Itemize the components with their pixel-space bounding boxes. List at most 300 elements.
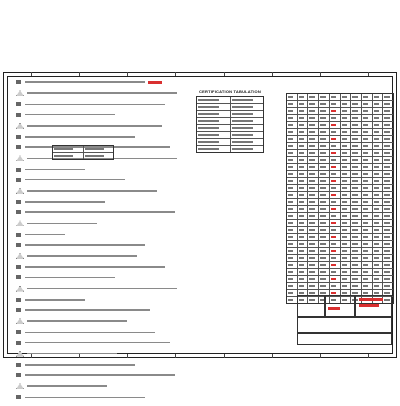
- cell-text-line: [352, 201, 357, 202]
- table-cell: [297, 220, 308, 226]
- table-cell: [318, 129, 329, 135]
- table-cell: [297, 192, 308, 198]
- cell-text-line: [384, 166, 389, 167]
- note-text-line: [25, 299, 85, 301]
- zone-tick: [175, 72, 176, 76]
- cell-text-line: [374, 96, 379, 97]
- table-cell: [307, 248, 318, 254]
- zone-tick: [368, 72, 369, 76]
- table-cell: [329, 269, 340, 275]
- cell-text-line: [299, 201, 304, 202]
- cell-text-line: [309, 131, 314, 132]
- cell-text-line: [331, 152, 336, 153]
- cell-text-line: [363, 292, 368, 293]
- cell-text-line: [331, 117, 336, 118]
- table-cell: [372, 178, 383, 184]
- note-line: [16, 168, 186, 172]
- red-stamp-lower: [359, 304, 379, 307]
- cell-text-line: [309, 278, 314, 279]
- cell-text-line: [299, 215, 304, 216]
- cell-text-line: [374, 201, 379, 202]
- note-text-line: [27, 288, 177, 290]
- table-cell: [329, 248, 340, 254]
- table-row: [197, 138, 263, 145]
- cell-text-line: [363, 229, 368, 230]
- table-cell: [318, 234, 329, 240]
- note-line: [16, 220, 186, 226]
- table-row: [287, 121, 393, 128]
- table-cell: [350, 122, 361, 128]
- cell-text-line: [384, 229, 389, 230]
- revision-triangle-icon: [16, 351, 24, 357]
- cell-text-line: [299, 243, 304, 244]
- cell-text-line: [331, 257, 336, 258]
- cell-text-line: [299, 250, 304, 251]
- table-cell: [329, 157, 340, 163]
- note-number: [16, 298, 21, 302]
- note-line: [16, 363, 186, 367]
- table-cell: [361, 227, 372, 233]
- cell-text-line: [342, 257, 347, 258]
- cell-text-line: [299, 236, 304, 237]
- cell-text-line: [309, 138, 314, 139]
- cell-text-line: [309, 292, 314, 293]
- cell-text-line: [342, 159, 347, 160]
- table-cell: [329, 199, 340, 205]
- table-cell: [287, 185, 297, 191]
- note-line: [16, 373, 186, 377]
- table-cell: [340, 150, 351, 156]
- cell-text-line: [288, 278, 293, 279]
- cell-text-line: [384, 243, 389, 244]
- table-cell: [307, 157, 318, 163]
- table-row: [53, 152, 113, 159]
- cell-text-line: [342, 145, 347, 146]
- table-cell: [361, 94, 372, 100]
- cell-text-line: [299, 110, 304, 111]
- cell-text-line: [309, 264, 314, 265]
- cell-text-line: [232, 148, 253, 149]
- table-cell: [382, 185, 393, 191]
- cell-text-line: [320, 110, 325, 111]
- cell-text-line: [320, 243, 325, 244]
- table-cell: [340, 192, 351, 198]
- table-cell: [287, 248, 297, 254]
- table-cell: [230, 118, 264, 124]
- table-cell: [318, 283, 329, 289]
- note-text-line: [25, 342, 170, 344]
- cell-text-line: [309, 96, 314, 97]
- table-cell: [329, 150, 340, 156]
- table-cell: [307, 199, 318, 205]
- cell-text-line: [374, 208, 379, 209]
- note-number: [16, 113, 21, 117]
- cell-text-line: [374, 131, 379, 132]
- cell-text-line: [288, 229, 293, 230]
- table-cell: [318, 101, 329, 107]
- note-line: [16, 178, 186, 182]
- table-cell: [361, 143, 372, 149]
- table-cell: [53, 153, 83, 159]
- table-cell: [382, 220, 393, 226]
- table-cell: [307, 241, 318, 247]
- table-cell: [318, 150, 329, 156]
- cell-text-line: [309, 159, 314, 160]
- cell-text-line: [374, 229, 379, 230]
- cell-text-line: [331, 145, 336, 146]
- note-text-line: [25, 211, 175, 213]
- table-row: [287, 170, 393, 177]
- note-number: [16, 395, 21, 399]
- cell-text-line: [384, 173, 389, 174]
- table-cell: [350, 94, 361, 100]
- table-cell: [382, 143, 393, 149]
- table-cell: [382, 115, 393, 121]
- table-cell: [297, 171, 308, 177]
- table-cell: [307, 185, 318, 191]
- certification-title: CERTIFICATION TABULATION: [199, 89, 261, 94]
- title-block-approvals: [325, 295, 355, 317]
- table-cell: [372, 227, 383, 233]
- table-row: [287, 191, 393, 198]
- table-cell: [287, 101, 297, 107]
- note-number: [16, 135, 21, 139]
- table-cell: [287, 171, 297, 177]
- note-text-line: [25, 266, 165, 268]
- table-cell: [382, 276, 393, 282]
- cell-text-line: [288, 292, 293, 293]
- cell-text-line: [288, 145, 293, 146]
- zone-tick: [320, 72, 321, 76]
- cell-text-line: [342, 173, 347, 174]
- table-cell: [329, 143, 340, 149]
- table-cell: [340, 269, 351, 275]
- cell-text-line: [309, 201, 314, 202]
- cell-text-line: [331, 131, 336, 132]
- table-cell: [361, 178, 372, 184]
- table-cell: [382, 213, 393, 219]
- table-cell: [230, 139, 264, 145]
- cell-text-line: [232, 127, 253, 128]
- cell-text-line: [374, 271, 379, 272]
- cell-text-line: [299, 166, 304, 167]
- table-cell: [350, 101, 361, 107]
- table-cell: [307, 94, 318, 100]
- cell-text-line: [342, 187, 347, 188]
- cell-text-line: [309, 152, 314, 153]
- cell-text-line: [352, 173, 357, 174]
- table-cell: [318, 164, 329, 170]
- table-cell: [372, 199, 383, 205]
- cell-text-line: [320, 236, 325, 237]
- table-row: [53, 146, 113, 152]
- table-cell: [307, 192, 318, 198]
- note-line: [16, 233, 186, 237]
- table-cell: [350, 171, 361, 177]
- table-cell: [382, 108, 393, 114]
- cell-text-line: [374, 257, 379, 258]
- cell-text-line: [384, 215, 389, 216]
- cell-text-line: [309, 166, 314, 167]
- table-cell: [297, 94, 308, 100]
- certification-tabulation: [196, 89, 264, 153]
- cell-text-line: [352, 250, 357, 251]
- cell-text-line: [288, 257, 293, 258]
- table-cell: [350, 143, 361, 149]
- note-number: [16, 168, 21, 172]
- cell-text-line: [309, 103, 314, 104]
- cell-text-line: [363, 194, 368, 195]
- cell-text-line: [288, 264, 293, 265]
- cell-text-line: [309, 187, 314, 188]
- table-cell: [318, 178, 329, 184]
- table-cell: [372, 283, 383, 289]
- cell-text-line: [374, 138, 379, 139]
- table-cell: [361, 213, 372, 219]
- table-cell: [372, 185, 383, 191]
- cell-text-line: [342, 166, 347, 167]
- table-cell: [350, 283, 361, 289]
- cell-text-line: [320, 215, 325, 216]
- table-cell: [297, 262, 308, 268]
- cell-text-line: [198, 148, 219, 149]
- cell-text-line: [331, 159, 336, 160]
- note-number: [16, 80, 21, 84]
- cell-text-line: [299, 180, 304, 181]
- note-text-line: [27, 92, 177, 94]
- table-row: [287, 240, 393, 247]
- cell-text-line: [288, 96, 293, 97]
- table-cell: [287, 220, 297, 226]
- table-cell: [340, 213, 351, 219]
- cell-text-line: [288, 243, 293, 244]
- note-text-line: [25, 309, 150, 311]
- cell-text-line: [309, 229, 314, 230]
- cell-text-line: [320, 194, 325, 195]
- table-cell: [318, 213, 329, 219]
- table-cell: [307, 269, 318, 275]
- title-block-number: [297, 333, 392, 345]
- table-cell: [307, 227, 318, 233]
- note-text-line: [25, 277, 115, 279]
- cell-text-line: [331, 229, 336, 230]
- cell-text-line: [342, 131, 347, 132]
- cell-text-line: [320, 180, 325, 181]
- cell-text-line: [352, 103, 357, 104]
- table-cell: [230, 104, 264, 110]
- table-cell: [287, 150, 297, 156]
- table-cell: [318, 94, 329, 100]
- table-cell: [329, 122, 340, 128]
- cell-text-line: [374, 180, 379, 181]
- table-cell: [287, 115, 297, 121]
- cell-text-line: [352, 96, 357, 97]
- table-cell: [340, 171, 351, 177]
- cell-text-line: [288, 285, 293, 286]
- cell-text-line: [299, 222, 304, 223]
- table-cell: [287, 213, 297, 219]
- note-text-line: [25, 81, 145, 83]
- note-line: [16, 275, 186, 279]
- table-row: [287, 184, 393, 191]
- table-row: [287, 156, 393, 163]
- table-cell: [318, 255, 329, 261]
- red-stamp-side: [328, 307, 340, 310]
- cell-text-line: [374, 159, 379, 160]
- zone-tick: [224, 72, 225, 76]
- cell-text-line: [320, 152, 325, 153]
- table-row: [287, 135, 393, 142]
- cell-text-line: [374, 117, 379, 118]
- note-text-line: [27, 223, 97, 225]
- table-cell: [372, 143, 383, 149]
- table-cell: [350, 276, 361, 282]
- cell-text-line: [320, 222, 325, 223]
- table-cell: [287, 178, 297, 184]
- table-cell: [297, 241, 308, 247]
- table-cell: [83, 146, 114, 152]
- cell-text-line: [384, 159, 389, 160]
- table-cell: [197, 139, 230, 145]
- cell-text-line: [331, 138, 336, 139]
- cell-text-line: [342, 103, 347, 104]
- cell-text-line: [374, 145, 379, 146]
- table-cell: [329, 185, 340, 191]
- table-row: [287, 142, 393, 149]
- table-cell: [350, 164, 361, 170]
- note-number: [16, 265, 21, 269]
- cell-text-line: [363, 131, 368, 132]
- note-line: [16, 90, 186, 96]
- table-cell: [382, 283, 393, 289]
- cell-text-line: [299, 124, 304, 125]
- note-number: [16, 275, 21, 279]
- table-cell: [350, 241, 361, 247]
- table-cell: [318, 227, 329, 233]
- cell-text-line: [320, 285, 325, 286]
- table-cell: [297, 122, 308, 128]
- cell-text-line: [309, 271, 314, 272]
- cell-text-line: [288, 194, 293, 195]
- cell-text-line: [352, 187, 357, 188]
- note-line: [16, 102, 186, 106]
- revision-triangle-icon: [16, 318, 24, 324]
- table-row: [287, 198, 393, 205]
- table-cell: [287, 290, 297, 296]
- table-cell: [382, 122, 393, 128]
- table-cell: [307, 262, 318, 268]
- cell-text-line: [352, 229, 357, 230]
- table-cell: [197, 97, 230, 103]
- note-line: [16, 135, 186, 139]
- cell-text-line: [299, 194, 304, 195]
- table-row: [287, 114, 393, 121]
- table-cell: [340, 136, 351, 142]
- cell-text-line: [374, 278, 379, 279]
- note-line: [16, 253, 186, 259]
- table-cell: [197, 104, 230, 110]
- cell-text-line: [363, 180, 368, 181]
- table-row: [287, 233, 393, 240]
- cell-text-line: [320, 159, 325, 160]
- cell-text-line: [384, 145, 389, 146]
- table-cell: [340, 255, 351, 261]
- table-cell: [340, 206, 351, 212]
- table-cell: [307, 164, 318, 170]
- table-cell: [329, 206, 340, 212]
- cell-text-line: [352, 264, 357, 265]
- table-cell: [340, 94, 351, 100]
- zone-tick: [368, 354, 369, 358]
- table-cell: [361, 185, 372, 191]
- cell-text-line: [342, 243, 347, 244]
- cell-text-line: [352, 285, 357, 286]
- cell-text-line: [320, 96, 325, 97]
- table-cell: [372, 94, 383, 100]
- table-cell: [372, 241, 383, 247]
- cell-text-line: [198, 120, 219, 121]
- cell-text-line: [299, 103, 304, 104]
- table-cell: [372, 101, 383, 107]
- table-cell: [297, 213, 308, 219]
- cell-text-line: [384, 131, 389, 132]
- note-line: [16, 265, 186, 269]
- note-text-line: [25, 136, 135, 138]
- table-cell: [307, 150, 318, 156]
- table-cell: [372, 115, 383, 121]
- table-cell: [318, 220, 329, 226]
- zone-tick: [79, 72, 80, 76]
- cell-text-line: [331, 180, 336, 181]
- table-row: [197, 110, 263, 117]
- cell-text-line: [288, 299, 293, 300]
- table-cell: [350, 213, 361, 219]
- cell-text-line: [352, 278, 357, 279]
- table-cell: [361, 136, 372, 142]
- table-cell: [350, 199, 361, 205]
- cell-text-line: [331, 194, 336, 195]
- table-cell: [361, 283, 372, 289]
- cell-text-line: [331, 243, 336, 244]
- table-cell: [350, 129, 361, 135]
- note-text-line: [25, 234, 65, 236]
- table-cell: [340, 199, 351, 205]
- cell-text-line: [342, 215, 347, 216]
- cell-text-line: [288, 236, 293, 237]
- table-cell: [329, 220, 340, 226]
- zone-tick: [320, 354, 321, 358]
- table-cell: [372, 213, 383, 219]
- cell-text-line: [374, 243, 379, 244]
- table-cell: [297, 157, 308, 163]
- cell-text-line: [352, 208, 357, 209]
- table-cell: [361, 192, 372, 198]
- note-line: [16, 308, 186, 312]
- cell-text-line: [374, 285, 379, 286]
- note-text-line: [25, 244, 145, 246]
- table-row: [287, 226, 393, 233]
- cell-text-line: [352, 194, 357, 195]
- cell-text-line: [384, 194, 389, 195]
- cell-text-line: [363, 152, 368, 153]
- table-cell: [83, 153, 114, 159]
- note-text-line: [27, 320, 127, 322]
- zone-tick: [31, 72, 32, 76]
- table-cell: [340, 248, 351, 254]
- table-cell: [372, 269, 383, 275]
- table-cell: [307, 213, 318, 219]
- table-row: [287, 100, 393, 107]
